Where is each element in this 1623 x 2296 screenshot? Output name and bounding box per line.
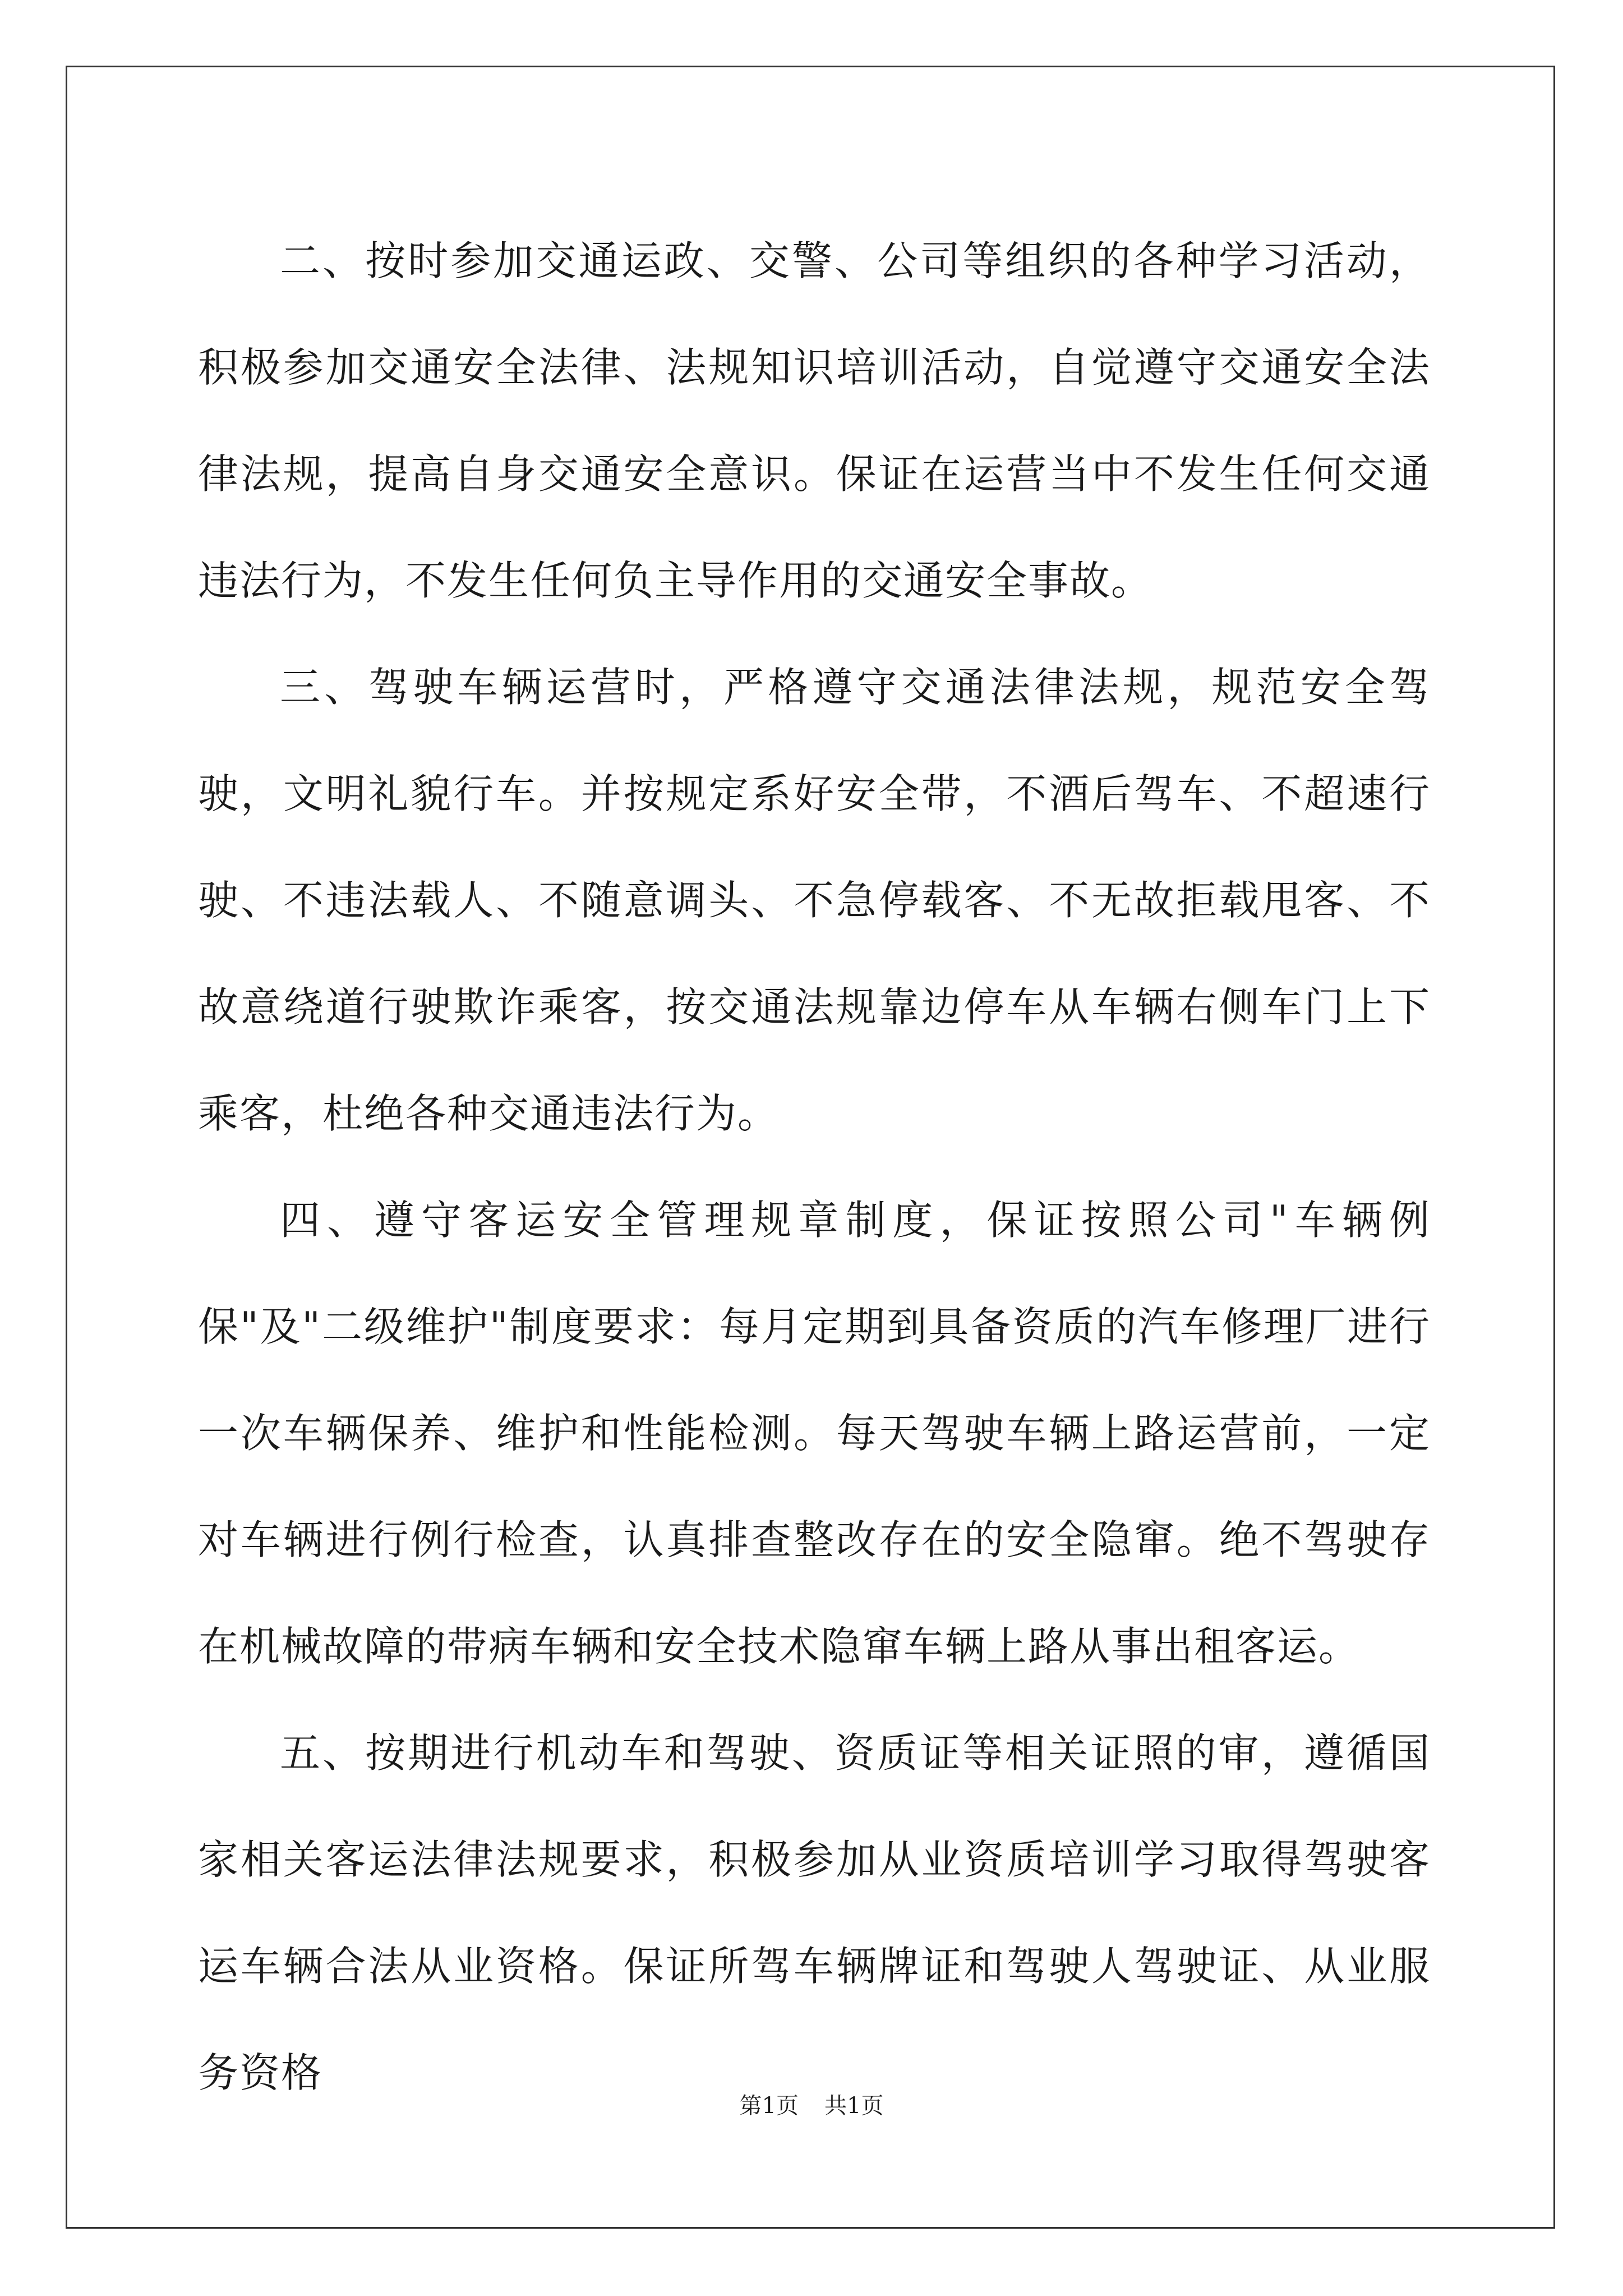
paragraph-3: 三、驾驶车辆运营时，严格遵守交通法律法规，规范安全驾驶，文明礼貌行车。并按规定系好安全带，不酒后驾车、不超速行驶、不违法载人、不随意调头、不急停载客、不无故拒载甩客、不故意绕道行驶欺诈乘客，按交通法规靠边停车从车辆右侧车门上下乘客，杜绝各种交通违法行为。	[198, 664, 1431, 1137]
page-footer	[0, 2088, 1623, 2120]
paragraph-2: 二、按时参加交通运政、交警、公司等组织的各种学习活动，积极参加交通安全法律、法规知识培训活动，自觉遵守交通安全法律法规，提高自身交通安全意识。保证在运营当中不发生任何交通违法行为，不发生任何负主导作用的交通安全事故。	[198, 237, 1431, 604]
page-number: 第1页	[739, 2093, 799, 2119]
paragraph-4: 四、遵守客运安全管理规章制度，保证按照公司"车辆例保"及"二级维护"制度要求：每月定期到具备资质的汽车修理厂进行一次车辆保养、维护和性能检测。每天驾驶车辆上路运营前，一定对车辆进行例行检查，认真排查整改存在的安全隐窜。绝不驾驶存在机械故障的带病车辆和安全技术隐窜车辆上路从事出租客运。	[198, 1197, 1431, 1670]
paragraph-5: 五、按期进行机动车和驾驶、资质证等相关证照的审，遵循国家相关客运法律法规要求，积极参加从业资质培训学习取得驾驶客运车辆合法从业资格。保证所驾车辆牌证和驾驶人驾驶证、从业服务资格	[198, 1729, 1431, 2096]
document-body	[198, 208, 1431, 2126]
page-total: 共1页	[824, 2093, 884, 2119]
